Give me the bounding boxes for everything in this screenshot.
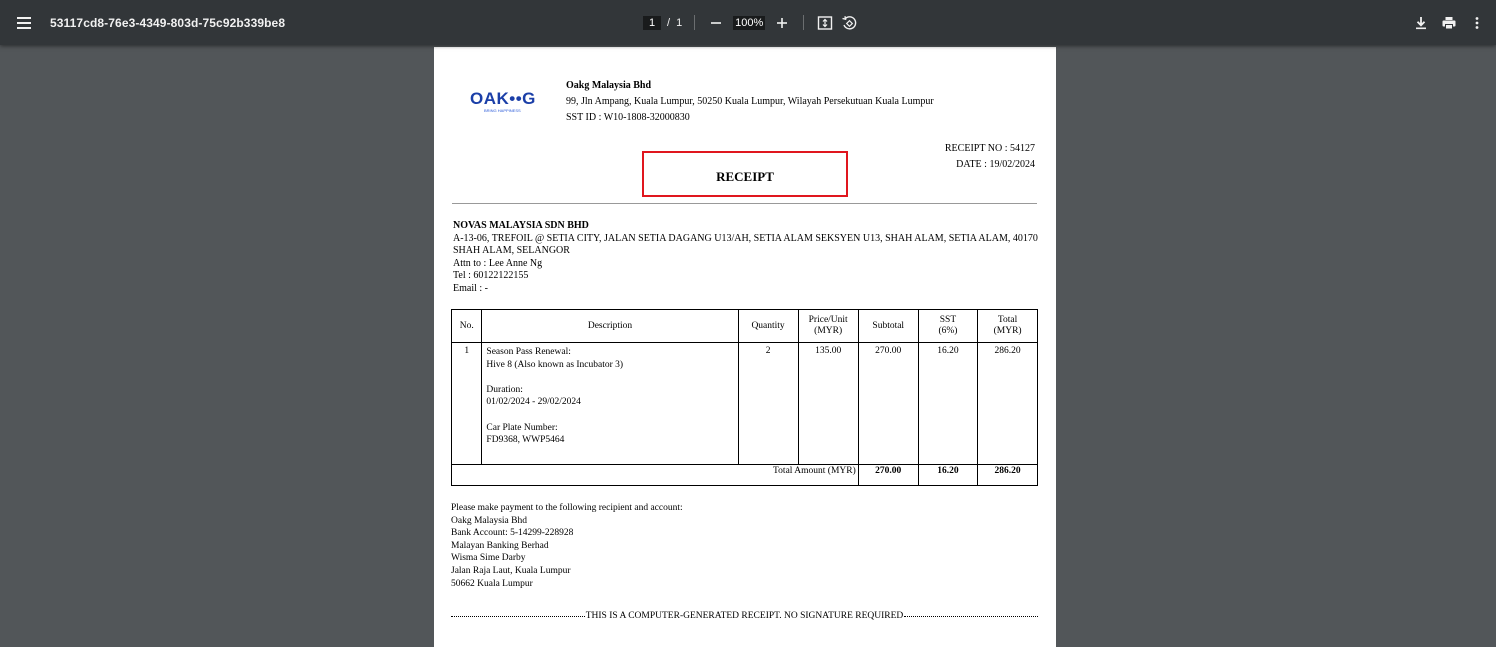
item-desc-line: Hive 8 (Also known as Incubator 3) <box>486 359 624 370</box>
payment-line: Jalan Raja Laut, Kuala Lumpur <box>451 565 571 576</box>
item-total: 286.20 <box>978 343 1038 465</box>
total-sst: 16.20 <box>918 465 978 486</box>
table-row <box>452 343 1038 465</box>
zoom-input[interactable]: 100% <box>735 16 764 29</box>
receipt-title: RECEIPT <box>716 169 774 184</box>
toolbar-divider <box>803 15 804 30</box>
logo-text: OAK••G <box>470 89 536 108</box>
header-divider <box>452 203 1037 204</box>
total-amount: 286.20 <box>978 465 1038 486</box>
customer-address-line1: A-13-06, TREFOIL @ SETIA CITY, JALAN SETIA DAGANG U13/AH, SETIA ALAM SEKSYEN U13, SHAH ALAM, SETIA ALAM, 40170 <box>453 232 1038 244</box>
toolbar-divider <box>694 15 695 30</box>
item-no: 1 <box>452 343 482 465</box>
page-separator: / <box>667 16 671 29</box>
header-total-unit: (MYR) <box>993 326 1022 336</box>
item-subtotal: 270.00 <box>858 343 918 465</box>
header-sst-label: SST <box>939 315 957 325</box>
customer-tel: Tel : 60122122155 <box>453 270 529 282</box>
company-info <box>566 78 934 126</box>
header-price <box>798 310 858 343</box>
item-desc-line: Car Plate Number: <box>486 422 558 433</box>
customer-name: NOVAS MALAYSIA SDN BHD <box>453 220 589 231</box>
header-price-unit: (MYR) <box>814 326 843 336</box>
pdf-page <box>434 47 1056 647</box>
item-price: 135.00 <box>798 343 858 465</box>
item-desc-line: Season Pass Renewal: <box>486 347 571 357</box>
customer-address-line2: SHAH ALAM, SELANGOR <box>453 245 570 257</box>
customer-email: Email : - <box>453 282 488 294</box>
pdf-toolbar <box>0 0 1496 45</box>
payment-line: 50662 Kuala Lumpur <box>451 578 533 589</box>
item-desc-line: 01/02/2024 - 29/02/2024 <box>486 397 581 408</box>
header-total <box>978 310 1038 343</box>
receipt-meta <box>945 141 1035 173</box>
item-desc-line: Duration: <box>486 384 523 395</box>
items-table <box>451 309 1038 486</box>
footer-dotted-line <box>904 616 1038 617</box>
toolbar-right <box>1412 0 1486 45</box>
payment-line: Oakg Malaysia Bhd <box>451 515 527 526</box>
header-subtotal: Subtotal <box>858 310 918 343</box>
print-icon[interactable] <box>1440 14 1458 32</box>
rotate-icon[interactable] <box>840 14 858 32</box>
footer-dotted-line <box>451 616 585 617</box>
receipt-title-box <box>642 151 848 197</box>
company-logo <box>470 89 540 119</box>
page-number-input[interactable]: 1 <box>643 16 661 30</box>
minus-icon[interactable] <box>707 14 725 32</box>
total-label: Total Amount (MYR) <box>452 465 859 486</box>
total-row <box>452 465 1038 486</box>
payment-line: Malayan Banking Berhad <box>451 540 549 551</box>
customer-attn: Attn to : Lee Anne Ng <box>453 257 543 269</box>
header-quantity: Quantity <box>738 310 798 343</box>
item-description <box>482 343 738 465</box>
header-no: No. <box>452 310 482 343</box>
company-name: Oakg Malaysia Bhd <box>566 80 652 91</box>
company-address: 99, Jln Ampang, Kuala Lumpur, 50250 Kuala Lumpur, Wilayah Persekutuan Kuala Lumpur <box>566 96 934 107</box>
header-sst <box>918 310 978 343</box>
payment-line: Please make payment to the following recipient and account: <box>451 503 683 513</box>
item-quantity: 2 <box>738 343 798 465</box>
fit-page-icon[interactable] <box>816 14 834 32</box>
header-total-label: Total <box>997 315 1018 325</box>
total-subtotal: 270.00 <box>858 465 918 486</box>
payment-line: Wisma Sime Darby <box>451 553 526 564</box>
page-total: 1 <box>676 16 683 29</box>
bill-to <box>453 220 1038 296</box>
header-sst-rate: (6%) <box>938 326 958 336</box>
payment-instructions <box>451 502 683 590</box>
plus-icon[interactable] <box>773 14 791 32</box>
footer-text: THIS IS A COMPUTER-GENERATED RECEIPT. NO SIGNATURE REQUIRED <box>585 611 904 621</box>
toolbar-center <box>643 0 858 45</box>
receipt-number: RECEIPT NO : 54127 <box>944 143 1035 154</box>
document-title: 53117cd8-76e3-4349-803d-75c92b339be8 <box>50 15 286 30</box>
item-sst: 16.20 <box>918 343 978 465</box>
toolbar-left <box>14 0 285 45</box>
download-icon[interactable] <box>1412 14 1430 32</box>
company-sst: SST ID : W10-1808-32000830 <box>566 112 690 123</box>
logo-tagline: BRING HAPPINESS <box>484 108 521 113</box>
footer-note <box>451 611 1038 621</box>
header-description: Description <box>482 310 738 343</box>
menu-icon[interactable] <box>14 15 34 31</box>
payment-line: Bank Account: 5-14299-228928 <box>451 528 574 539</box>
item-desc-line: FD9368, WWP5464 <box>486 435 565 446</box>
more-vert-icon[interactable] <box>1468 14 1486 32</box>
header-price-label: Price/Unit <box>808 315 848 325</box>
receipt-date: DATE : 19/02/2024 <box>956 159 1035 170</box>
table-header-row <box>452 310 1038 343</box>
